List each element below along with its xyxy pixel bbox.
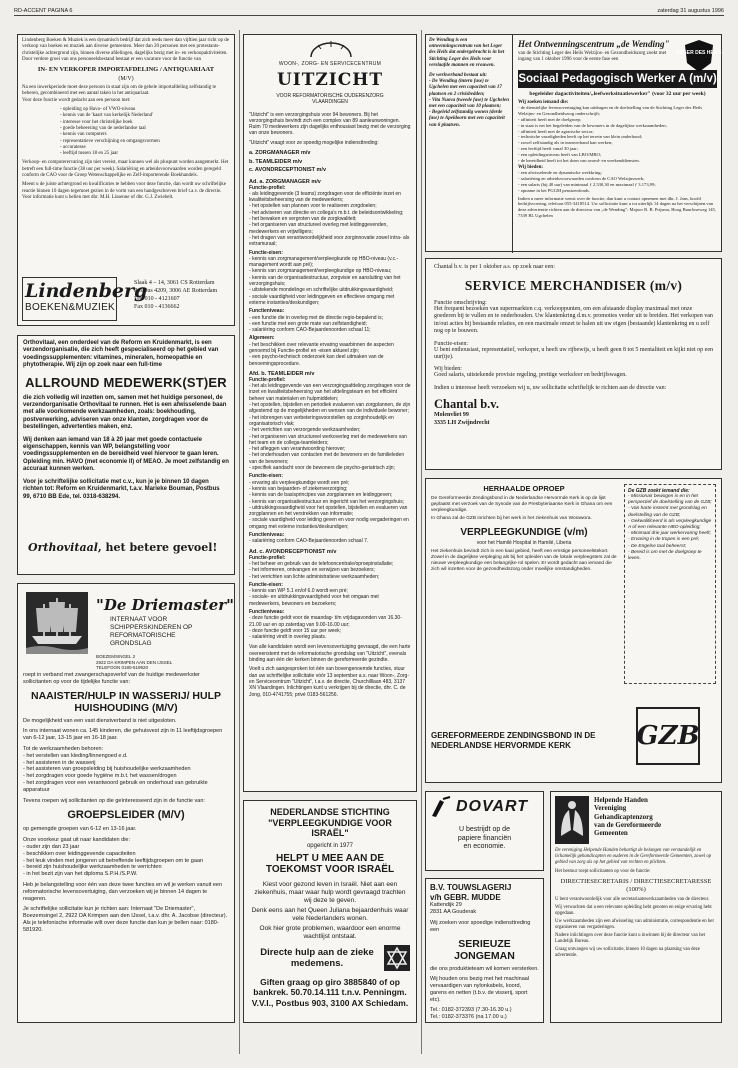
lindenberg-ad bbox=[17, 34, 235, 326]
section-head: Functie-eisen: bbox=[249, 473, 283, 480]
list-item: - het organiseren van structureel overleg met leidinggevenden, medewerkers en vrijwilligers; bbox=[249, 222, 411, 235]
helping-hands-icon bbox=[555, 796, 589, 844]
list-item: - affiniteit heeft met de doelgroep; bbox=[518, 117, 717, 123]
org-line: VLAARDINGEN bbox=[312, 99, 348, 106]
text-paragraph: Nadere inlichtingen over deze functie kunt u inwinnen bij de directeur van het Landelijk Bureau. bbox=[555, 933, 705, 944]
subtitle-line: SCHIPPERSKINDEREN OP bbox=[110, 624, 193, 631]
israel-title: NEDERLANDSE STICHTING "VERPLEEGKUNDIGE VOOR ISRAËL" bbox=[268, 807, 392, 838]
address-line: Kattendijk 29 bbox=[430, 902, 462, 908]
gzb-intro2: In Ghana zal de GZB inrichten bij het werk in het ziekenhuis van Worawora. bbox=[431, 516, 592, 521]
section-head: Functie omschrijving: bbox=[434, 300, 487, 306]
driemaster-title: NAAISTER/HULP IN WASSERIJ/ HULP HUISHOUDING (M/V) bbox=[31, 689, 221, 714]
uitzicht-b-profile bbox=[249, 383, 411, 471]
star-of-david-icon bbox=[384, 945, 410, 971]
list-item: - het opstellen van plannen voor te realiseren zorgdoelen; bbox=[249, 203, 411, 209]
section-head: Wij bieden: bbox=[518, 165, 544, 171]
list-item: - kennis van WP 5.1 en/of 6.0 wordt een pré; bbox=[249, 588, 411, 594]
lindenberg-p4: Meent u de juiste achtergrond en kwalificaties te hebben voor deze functie, dan wordt uw schriftelijke reactie binnen 10 dagen tegemoet gezien in de vorm van een handgeschreven brief t.a.v. de directie. Voor informatie kunt u bellen met dhr. M.H. Lissenne of dhr. G.J. Zwiebelt. bbox=[22, 182, 227, 200]
address-line: BOEZEMSINGEL 2 bbox=[96, 654, 136, 659]
gzb-text: Het ziekenhuis bevindt zich in een kaal gebied, heeft een ernstige personeelstekort. Zowel in de dagelijkse verpleging als bij het opleiden van de lokale verpleegsters zal de nieuwe verpleegkundige een belangrijke rol spelen. Er wordt gedacht aan iemand die zich wil inzetten voor de gezondheidszorg onder moeilijke omstandigheden. bbox=[431, 549, 617, 572]
section-head: Wij zoeken iemand die: bbox=[518, 100, 569, 106]
uitzicht-ask: "Uitzicht" vraagt voor ze spoedig mogelijke indiensttreding: bbox=[249, 139, 379, 146]
list-item: - specifiek aandacht voor de bewoners die psycho-geriatrisch zijn; bbox=[249, 465, 411, 471]
page-header bbox=[14, 8, 724, 16]
uitzicht-b-eisen bbox=[249, 480, 411, 530]
section-head: Functie-eisen: bbox=[249, 249, 283, 256]
list-item: - de dienstelijke levensovertuiging kan uitdragen en de doelstelling van de Stichting Leger des Heils Welzijns- en Gezondheidszorg onderschrijft; bbox=[518, 105, 717, 117]
gzb-job-sub: voor het Hamilé Hospital in Hamilé, Liberia bbox=[476, 540, 572, 546]
lindenberg-p1: Na een inwerkperiode moet deze persoon in staat zijn om de gehele importafdeling zelfstandig te beheren, gecombineerd met een aantal taken in het antiquariaat. bbox=[22, 85, 217, 97]
driemaster-tasks bbox=[23, 753, 229, 794]
list-item: - accuratesse bbox=[60, 145, 230, 151]
driemaster-p2: In ons internaat wonen ca. 145 kinderen, die gehuisvest zijn in 11 leeftijdsgroepen van 6-12 jaar, 13-15 jaar en 16-18 jaar. bbox=[23, 728, 223, 742]
chantal-title: SERVICE MERCHANDISER (m/v) bbox=[464, 278, 683, 293]
list-item: - een salaris (bij 40 uur) van minimaal ƒ 2.530,30 en maximaal ƒ 3.173,99; bbox=[518, 182, 717, 188]
section-head: De GZB zoekt iemand die: bbox=[628, 488, 690, 494]
section-head: Functieniveau: bbox=[249, 308, 285, 315]
touwslagerij-address bbox=[430, 902, 539, 916]
uitzicht-a-algemeen bbox=[249, 342, 411, 367]
dovart-ad bbox=[425, 791, 544, 871]
uitzicht-org bbox=[249, 93, 411, 106]
lindenberg-intro: Lindenberg Boeken & Muziek is een dynamisch bedrijf dat zich reeds meer dan vijftien jaar richt op de verkoop van boeken en muziek aan diverse gemeenten. Meer dan 20 personen met een protestants-christelijke achtergrond zijn, binnen diverse afdelingen, dagelijks bezig met in- en verkoopaktiviteiten. Door verdere groei van ons personeelsbestand bestaat er een vacature voor de functie van bbox=[22, 38, 229, 62]
list-item: - salariëring conform CAO-Bejaardenoorden schaal 11; bbox=[249, 327, 411, 333]
list-item: - Bereid is om met de doelgroep te leven. bbox=[628, 550, 712, 562]
list-item: - het zorgdragen voor goede hygiëne m.b.t. het wassen/drogen bbox=[23, 773, 229, 780]
wending-tasks bbox=[518, 105, 717, 163]
list-item: - een opleidingsniveau heeft van LBO/MBO; bbox=[518, 152, 717, 158]
list-item: - het assisteren van groepsleiding bij huishoudelijke werkzaamheden bbox=[23, 766, 229, 773]
list-item: - sociale vaardigheid voor leiding geven en voor nodig vergaderingen en omgang met externe instanties/deskundigen; bbox=[249, 517, 411, 530]
sunrise-icon bbox=[306, 39, 356, 59]
subtitle-line: INTERNAAT VOOR bbox=[110, 616, 168, 623]
orthovitaal-title: ALLROUND MEDEWERK(ST)ER bbox=[25, 374, 227, 390]
helpende-handen-ad bbox=[550, 791, 722, 1023]
address-line: Postbus 4209, 3006 AE Rotterdam bbox=[134, 288, 218, 294]
gzb-footer: GEREFORMEERDE ZENDINGSBOND IN DE NEDERLANDSE HERVORMDE KERK bbox=[431, 731, 596, 750]
section-head: Functie-profiel: bbox=[249, 184, 286, 191]
list-item: - het leuk vinden met jongeren uit betreffende leeftijdsgroepen om te gaan bbox=[23, 858, 229, 865]
driemaster-intro: roept in verband met zwangerschapsverlof van de huidige medewerkster sollicitanten op voor de tijdelijke functie van: bbox=[23, 672, 201, 685]
list-item: - kennis van de organisatiestructuur, zorgvisie en aansluiting van het verzorgingshuis; bbox=[249, 275, 411, 288]
touwslagerij-name bbox=[430, 883, 539, 902]
list-item: - kennis van zorgmanagement/verpleegkundige op HBO-niveau; bbox=[249, 268, 411, 274]
page-header-left: RD-ACCENT PAGINA 6 bbox=[14, 8, 73, 14]
list-item: - een afwisselende en dynamische werkkring; bbox=[518, 170, 717, 176]
wending-job-sub: begeleider dagactiviteiten/„leefwerksituatiewerker" (voor 32 uur per week) bbox=[529, 90, 706, 97]
list-item: - Minimaal drie jaar werkervaring heeft; bbox=[628, 531, 712, 537]
list-item: - uitdrukkingsvaardigheid voor het opstellen, bijstellen en evalueren van zorgplannen en het verstrekken van informatie; bbox=[249, 505, 411, 518]
israel-p3: Ook hier grote problemen, waardoor een enorme wachtlijst ontstaat. bbox=[259, 924, 401, 940]
touwslagerij-title bbox=[430, 938, 539, 962]
wending-sidebar bbox=[426, 35, 513, 253]
list-item: - het adviseren van directie en collega's m.b.t. de beleidsontwikkeling; bbox=[249, 210, 411, 216]
list-item: - het beschikken over relevante ervaring waarbinnen de aspecten genoemd bij Functie-profiel en -eisen aktueel zijn; bbox=[249, 342, 411, 355]
lindenberg-p2: Voor deze functie wordt gedacht aan een persoon met: bbox=[22, 97, 131, 103]
uitzicht-brand-top: WOON-, ZORG- EN SERVICECENTRUM bbox=[278, 61, 382, 67]
driemaster-p3: Tevens roepen wij sollicitanten op die geïnteresseerd zijn in de functie van: bbox=[23, 797, 205, 804]
list-item: - ouder zijn dan 23 jaar bbox=[23, 844, 229, 851]
list-item: - Van harte instemt met grondslag en doelstelling van de GZB; bbox=[628, 506, 712, 518]
uitzicht-a-head: Ad. a. ZORGMANAGER m/v bbox=[249, 178, 321, 185]
driemaster-tasks-head: Tot de werkzaamheden behoren: bbox=[23, 745, 104, 752]
address-line: Molenvliet 99 bbox=[434, 412, 469, 419]
israel-headline: HELPT U MEE AAN DE TOEKOMST VOOR ISRAËL bbox=[265, 852, 395, 875]
name-line: v/h GEBR. MUDDE bbox=[430, 892, 501, 902]
org-line: Gemeenten bbox=[594, 829, 628, 838]
orthovitaal-logo-row bbox=[28, 538, 217, 556]
wending-offer bbox=[518, 170, 717, 193]
list-item: - sociale- en uitdrukkingsvaardigheid voor het omgaan met medewerkers, bewoners en bezoekers; bbox=[249, 594, 411, 607]
lindenberg-address bbox=[134, 279, 217, 311]
list-item: - deze functie geldt voor 15 uur per week; bbox=[249, 628, 411, 634]
list-item: - representatieve verschijning en omgangsvormen bbox=[60, 139, 230, 145]
salvation-army-badge-icon bbox=[676, 39, 722, 73]
org-line: Helpende Handen bbox=[594, 796, 648, 804]
list-item: - het als leidinggevende van een verzorgingsafdeling zorgdragen voor de inzet en kwaliteitsbeheersing van het afdelingsteam en het efficiënt beheer van materialen en hulpmiddelen; bbox=[249, 383, 411, 402]
list-item: - als leidinggevende (3 teams) zorgdragen voor de efficiënte inzet en kwaliteitsbeheersing van de medewerkers; bbox=[249, 191, 411, 204]
lindenberg-logo bbox=[22, 277, 148, 321]
uitzicht-c-head: Ad. c. AVONDRECEPTIONIST m/v bbox=[249, 548, 337, 555]
section-head: Functieniveau: bbox=[249, 532, 285, 539]
contact-line: Tel.: 0182-372393 (7.30-16.30 u.) bbox=[430, 1007, 512, 1013]
chantal-ad bbox=[425, 258, 722, 470]
contact-line: Tel.: 0182-373376 (na 17.00 u.) bbox=[430, 1014, 507, 1020]
helpende-org bbox=[594, 796, 661, 844]
list-item: - De Wending (intern fase) te Ugchelen met een capaciteit van 17 plaatsen en 2 crisisbedden; bbox=[429, 79, 509, 98]
org-line: Gehandicaptenzorg bbox=[594, 812, 653, 821]
list-item: - technische vaardigheden heeft op het terrein van klein onderhoud; bbox=[518, 134, 717, 140]
list-item: - interesse voor het christelijke boek bbox=[60, 120, 230, 126]
lindenberg-mv: (M/V) bbox=[118, 76, 134, 83]
uitzicht-b-head: Afd. b. TEAMLEIDER m/v bbox=[249, 370, 315, 377]
gzb-ad bbox=[425, 478, 722, 783]
orthovitaal-intro: Orthovitaal, een onderdeel van de Reform en Kruidenmarkt, is een verzendorganisatie, die zich heeft gespecialiseerd op het gebied van voedingssupplementen: vitamines, mineralen, homeopathie en phytotherapie. Wij zijn op zoek naar een full-time bbox=[23, 340, 219, 369]
pen-nib-icon bbox=[430, 796, 452, 818]
orthovitaal-p3: Voor je schriftelijke sollicitatie met c.v., kun je je binnen 10 dagen richten tot: Reform en Kruidenmarkt, t.a.v. Marieke Bouman, Postbus 99, 6710 BB Ede, tel. 0318-638294. bbox=[23, 478, 220, 500]
dovart-logo: DOVART bbox=[456, 798, 529, 815]
list-item: - het afleggen van verantwoording hierover; bbox=[249, 446, 411, 452]
list-item: - het beheer en gebruik van de telefooncentrale/oproepinstallatie; bbox=[249, 561, 411, 567]
gzb-job: VERPLEEGKUNDIGE (v/m) bbox=[460, 527, 588, 538]
list-item: - De Engelse taal beheerst; bbox=[628, 544, 712, 550]
chantal-intro: Chantal b.v. is per 1 oktober a.s. op zoek naar een: bbox=[434, 264, 555, 270]
driemaster-p6: Je schriftelijke sollicitatie kun je richten aan: Internaat "De Driemaster", Boezemsingel 2, 2922 DA Krimpen aan den IJssel, t.a.v. dhr. A. Jacobse (directeur). Als je telefonische informatie wilt over deze functie dan kun je bellen naar: 0180-581920. bbox=[23, 906, 228, 933]
list-item: - kennis van organisatiestructuur en ingericht van het verzorgingshuis; bbox=[249, 499, 411, 505]
driemaster-p1: De mogelijkheid van een vast dienstverband is niet uitgesloten. bbox=[23, 717, 177, 724]
org-line: VOOR REFORMATORISCHE OUDERENZORG bbox=[276, 93, 384, 99]
orthovitaal-ad bbox=[17, 335, 235, 575]
wending-sidebar-sub: De werkverband bestaat uit: bbox=[429, 73, 487, 79]
uitzicht-c-profile bbox=[249, 561, 411, 580]
lindenberg-requirements bbox=[22, 107, 230, 157]
list-item: - het verrichten van lichte administratieve werkzaamheden; bbox=[249, 574, 411, 580]
list-item: - goede beheersing van de nederlandse taal bbox=[60, 126, 230, 132]
list-item: - Missionair bewogen is en in het perspectief de doelstelling van de GZB; bbox=[628, 494, 712, 506]
org-line: Vereniging bbox=[594, 804, 627, 813]
helpende-p1: Het bestuur roept sollicitanten op voor de functie: bbox=[555, 869, 651, 874]
list-item: - opname in het PGGM pensioenfonds. bbox=[518, 188, 717, 194]
wending-title-sub: van de Stichting Leger des Heils Welzijns- en Gezondheidszorg zoekt met ingang van 1 oktober 1996 voor de eerste fase een bbox=[518, 51, 667, 63]
list-item: - sociale vaardigheid voor leidinggeven en effectieve omgang met externe instanties/deskundigen; bbox=[249, 294, 411, 307]
israel-p2: Denk eens aan het Queen Juliana bejaardenhuis waar vele Nederlanders wonen. bbox=[251, 906, 409, 922]
list-item: - uitstekende mondelinge en schriftelijke uitdrukkingsvaardigheid; bbox=[249, 287, 411, 293]
touwslagerij-contact bbox=[430, 1007, 539, 1021]
org-line: van de Gereformeerde bbox=[594, 820, 662, 829]
address-line: Slaak 4 – 14, 3061 CS Rotterdam bbox=[134, 280, 215, 286]
touwslagerij-p2: Wij houden ons bezig met het machinaal vervaardigen van nylonkabels, koord, garens en netten (t.b.v. de visserij, sport etc). bbox=[430, 976, 530, 1003]
driemaster-p4: op gemengde groepen van 6-12 en 13-16 jaar. bbox=[23, 826, 137, 833]
list-item: - een leeftijd heeft vanaf 30 jaar; bbox=[518, 146, 717, 152]
section-head: Functie-profiel: bbox=[249, 376, 286, 383]
list-item: - het dragen van verantwoordelijkheid voor zorginnovatie zowel intra- als extramuraal; bbox=[249, 235, 411, 248]
uitzicht-close1: Van alle kandidaten wordt een levensovertuiging gevraagd, die een harte overeenstemt met de reformatorische grondslag van "Uitzicht", evenals binding aan één der kerken binnen de gereformeerde gezindte. bbox=[249, 644, 411, 664]
title-line: SERIEUZE bbox=[458, 938, 511, 950]
gzb-requirements-list bbox=[628, 494, 712, 562]
orthovitaal-slogan: , het betere gevoel! bbox=[97, 541, 218, 554]
list-item: - een functie die in overleg met de directie regio-bepalend is; bbox=[249, 315, 411, 321]
driemaster-ad bbox=[17, 583, 235, 1023]
uitzicht-a-eisen bbox=[249, 256, 411, 306]
list-item: - ervaring als verpleegkundige wordt een pré; bbox=[249, 480, 411, 486]
list-item: - salariëring en arbeidsvoorwaarden conform de CAO Welzijnswerk; bbox=[518, 176, 717, 182]
lindenberg-logo-name: Lindenberg bbox=[25, 280, 148, 302]
wending-title: Het Ontwenningscentrum „de Wending" bbox=[518, 39, 670, 49]
list-item: - salariëring vindt in overleg plaats. bbox=[249, 634, 411, 640]
chantal-address bbox=[434, 412, 713, 427]
list-item: - in het bezit zijn van het diploma S.P.H./S.P.W. bbox=[23, 871, 229, 878]
driemaster-title2: GROEPSLEIDER (M/V) bbox=[67, 809, 185, 822]
uitzicht-intro: "Uitzicht" is een verzorgingshuis voor 94 bewoners. Bij het verzorgingshuis bevindt zich een complex van 89 aanleunwoningen. Ruim 70 medewerkers zijn dagelijks enthousiast bezig met de verzorging van onze bewoners. bbox=[249, 111, 411, 137]
role-item: a. ZORGMANAGER m/v bbox=[249, 150, 311, 157]
lindenberg-p3: Verkoop- en computerervaring zijn niet vereist, maar kunnen wel als pluspunt worden aangemerkt. Het betreft een full-time functie (38 uur per week). Salariëring en arbeidsvoorwaarden worden geregeld conform de CAO voor de Groep Wetenschappelijke en Zelf-importerende Boekhandels. bbox=[22, 160, 229, 179]
section-head: Functie-eisen: bbox=[434, 340, 468, 347]
list-item: - het onderhouden van contacten met de bewoners en de familieleden van de bewoners; bbox=[249, 452, 411, 465]
uitzicht-roles bbox=[249, 149, 411, 175]
wending-closing: Indien u meer informatie wenst over de functie, dan kunt u contact opnemen met dhr. J. Jans, hoofd bedrijfsvoering, telefoon 055-3418514. Uw sollicitatie kunt u tot uiterlijk 14 dagen na het verschijnen van deze advertentie richten aan de directeur van „de Wending": Majoor R. B. Prijsma, Hoog Buurloseweg 145, 7339 BL Ugchelen bbox=[518, 195, 716, 218]
list-item: - het informeren, ontvangen en verwijzen van bezoekers; bbox=[249, 567, 411, 573]
text-paragraph: Wij verwachten dat u een relevante opleiding hebt genoten en enige ervaring hebt opgedaan. bbox=[555, 905, 712, 916]
address-line: 3335 LH Zwijndrecht bbox=[434, 419, 490, 426]
wending-sidebar-title: De Wending is een ontwenningscentrum van het Leger des Heils dat ondergebracht is in het Stichting Leger des Heils voor verslaafde mannen en vrouwen. bbox=[429, 38, 505, 68]
list-item: - Gekwalificeerd is als verpleegkundige A of een relevante HBO-opleiding; bbox=[628, 519, 712, 531]
touwslagerij-p1: die ons produktieteam wil komen versterken. bbox=[430, 966, 539, 972]
address-line: 2831 AA Gouderak bbox=[430, 909, 477, 915]
chantal-p3: Goed salaris, uitstekende provisie regeling, prettige werksfeer en bedrijfswagen. bbox=[434, 372, 627, 379]
uitzicht-a-niveau bbox=[249, 315, 411, 334]
list-item: - het opstellen, bijstellen en periodiek evalueren van zorgplannen, de zijn afgestemd op de mogelijkheden en wensen van de individuele bewoner; bbox=[249, 402, 411, 415]
list-item: - kennis van zorgmanagement/verpleegkunde op HBO-niveau (v.c.-management wordt aan pré); bbox=[249, 256, 411, 269]
list-item: - Begeleid zelfstandig wonen (derde fase) te Apeldoorn met een capaciteit van 6 plaatsen. bbox=[429, 110, 509, 129]
list-item: - het zorgdragen voor een verantwoord gebruik en onderhoud van gebruikte apparatuur bbox=[23, 780, 229, 794]
list-item: - opleiding op Havo- of VWO-niveau bbox=[60, 107, 230, 113]
israel-ad bbox=[243, 800, 417, 1023]
text-paragraph: Uw werkzaamheden zijn een afwisseling van administratie, correspondentie en het organiseren van vergaderingen. bbox=[555, 919, 714, 930]
israel-since: opgericht in 1977 bbox=[306, 842, 354, 849]
role-item: c. AVONDRECEPTIONIST m/v bbox=[249, 167, 327, 174]
list-item: - salariëring conform CAO-Bejaardenoorden schaal 7. bbox=[249, 538, 411, 544]
list-item: - het organiseren van structureel werkoverleg met de medewerkers van het team en de collega-teamleiders; bbox=[249, 434, 411, 447]
list-item: - in staat is net het begeleiden van de bewoners in de dagelijkse werkzaamheden; bbox=[518, 123, 717, 129]
list-item: - het bewaken en vergroten van de zorgkwaliteit; bbox=[249, 216, 411, 222]
list-item: - kennis van de basisprincipes van zorgplannen en leidinggeven; bbox=[249, 492, 411, 498]
gzb-logo: GZB bbox=[636, 707, 700, 765]
list-item: - beschikken over leidinggevende capaciteiten bbox=[23, 851, 229, 858]
list-item: - een functie met een grote mate van zelfstandigheid; bbox=[249, 321, 411, 327]
uitzicht-c-niveau bbox=[249, 615, 411, 640]
list-item: - Vita Nuova (tweede fase) te Ugchelen met een capaciteit van 10 plaatsen; bbox=[429, 98, 509, 110]
list-item: - zowel zelfstandig als in teamverband kan werken; bbox=[518, 140, 717, 146]
uitzicht-b-niveau bbox=[249, 538, 411, 544]
chantal-p1: Het frequent bezoeken van supermarkten c.q. verkooppunten, om een afstaande display maximaal met onze goederen bij te vullen en te onderhouden. Uw klantenkring d.m.v. promoties verder uit te breiden. Het verkopen van in/out acties bij bestaande relaties, en een maximale omzet te halen uit uw eigen (bestaande) klantenkring en u zelf nog op te bouwen. bbox=[434, 306, 713, 335]
gzb-title: HERHAALDE OPROEP bbox=[483, 484, 565, 493]
list-item: - het assisteren in de wasserij bbox=[23, 760, 229, 767]
list-item: - kennis van de 'kaart van kerkelijk Nederland' bbox=[60, 113, 230, 119]
driemaster-p5: Heb je belangstelling voor één van deze twee functies en wil je werken vanuit een reformatorische levensovertuiging, dan verzoeken wij je binnen 14 dagen te reageren. bbox=[23, 881, 223, 902]
wending-sidebar-list bbox=[429, 79, 509, 129]
list-item: - Ervaring in de tropen is een pré; bbox=[628, 537, 712, 543]
gzb-intro: De Gereformeerde Zendingsbond in de Nederlandse Hervormde Kerk is op de lijst geplaatst met verzoek van de Synode van de Presbyteriaanse Kerk in Ghana om een verpleegkundige. bbox=[431, 496, 613, 513]
text-paragraph: U bent verantwoordelijk voor alle secretariaatswerkzaamheden van de directeur. bbox=[555, 897, 710, 902]
section-head: Functieniveau: bbox=[249, 608, 285, 615]
list-item: - affiniteit heeft met de agrarische sector; bbox=[518, 129, 717, 135]
list-item: - het inbrengen van verbeteringsvoorstellen op zorginhoudelijk en organisatorisch vlak; bbox=[249, 415, 411, 428]
uitzicht-logo: UITZICHT bbox=[276, 70, 384, 90]
driemaster-candidates bbox=[23, 844, 229, 878]
uitzicht-ad bbox=[243, 34, 417, 792]
text-paragraph: Graag ontvangen wij uw sollicitatie, binnen 10 dagen na plaatsing van deze advertentie. bbox=[555, 947, 700, 958]
orthovitaal-p1: die zich volledig wil inzetten om, samen met het huidige personeel, de verzendorganisatie Orthovitaal te runnen. Het is een afwisselende baan met alle voorkomende werkzaamheden, zoals: boekhouding, postverwerking, adviseren van onze klanten, zorgdragen voor de bestellingen, advertenties maken, enz. bbox=[23, 394, 227, 431]
helpende-job: DIRECTIESECRETARIS / DIRECTIESECRETARESSE (100%) bbox=[560, 878, 712, 893]
wending-ad bbox=[425, 34, 722, 252]
helpende-text bbox=[555, 897, 717, 959]
text-line: U bestrijdt op de bbox=[459, 826, 510, 833]
section-head: Algemeen: bbox=[249, 335, 275, 342]
driemaster-cand-head: Onze voorkeur gaat uit naar kandidaten die: bbox=[23, 837, 131, 844]
title-line: JONGEMAN bbox=[454, 950, 515, 962]
touwslagerij-ad bbox=[425, 878, 544, 1023]
lindenberg-title: IN- EN VERKOPER IMPORTAFDELING / ANTIQUARIAAT bbox=[37, 66, 215, 74]
role-item: b. TEAMLEIDER m/v bbox=[249, 158, 303, 165]
driemaster-subtitle bbox=[110, 616, 192, 648]
text-line: en economie. bbox=[463, 843, 506, 850]
israel-p1: Kiest voor gezond leven in Israël. Niet aan een ziekenhuis, maar waar hulp wordt gevraagd trachten wij deze te geven. bbox=[254, 880, 406, 904]
subtitle-line: REFORMATORISCHE bbox=[110, 632, 176, 639]
list-item: - leeftijd tussen 18 en 25 jaar bbox=[60, 151, 230, 157]
address-line: 2922 DA KRIMPEN AAN DEN IJSSEL bbox=[96, 659, 173, 665]
subtitle-line: GRONDSLAG bbox=[110, 640, 152, 647]
uitzicht-c-eisen bbox=[249, 588, 411, 607]
list-item: - deze functie geldt voor de maandag- t/m vrijdagavonden van 16.30-21.00 uur en op zaterdag van 9.00-16.00 uur; bbox=[249, 615, 411, 628]
list-item: - het verrichten van verzorgende werkzaamheden; bbox=[249, 427, 411, 433]
list-item: - een psycho-technisch onderzoek kan deel uitmaken van de benoemingsprocedure. bbox=[249, 354, 411, 367]
address-line: TELEFOON 0180-519920 bbox=[96, 665, 149, 670]
israel-gifts: Giften graag op giro 3885840 of op bankrek. 50.70.14.111 t.n.v. Penningm. V.V.I., Postbus 903, 3100 AX Schiedam. bbox=[251, 976, 409, 1008]
uitzicht-close2: Voelt u zich aangesproken tot één van bovengenoemde functies, stuur dan uw schriftelijke sollicitatie vóór 13 september a.s. naar Woon-, Zorg- en Servicecentrum "Uitzicht", t.a.v. de directie, Churchilllaan 483, 3137 XN Vlaardingen. Inlichtingen kunt u verkrijgen bij de directie, dhr. C. de Jong, 010-4741755; privé 0183-561256. bbox=[249, 666, 409, 698]
ship-icon bbox=[26, 592, 88, 654]
address-line: Fax 010 - 4136662 bbox=[134, 304, 180, 310]
orthovitaal-p2: Wij denken aan iemand van 18 à 20 jaar met goede contactuele eigenschappen, kennis van WP, belangstelling voor voedingssupplementen en de bereidheid veel hiervoor te gaan leren. Opleiding min. HAVO (met economie II) of MEAO. Je moet zelfstandig en accuraat kunnen werken. bbox=[23, 436, 229, 473]
chantal-company: Chantal b.v. bbox=[434, 397, 499, 412]
driemaster-address bbox=[96, 654, 172, 671]
lindenberg-logo-sub: BOEKEN&MUZIEK bbox=[25, 302, 116, 313]
list-item: - kennis van bejaarden- of ziekenverzorging; bbox=[249, 486, 411, 492]
text-line: papiere financiën bbox=[457, 834, 512, 842]
section-head: Functie-profiel: bbox=[249, 554, 286, 561]
uitzicht-a-profile bbox=[249, 191, 411, 248]
list-item: - het verstellen van kleding/linnengoed e.d. bbox=[23, 753, 229, 760]
page-header-right: zaterdag 31 augustus 1996 bbox=[657, 8, 724, 14]
helpende-intro: De vereniging Helpende Handen behartigt de belangen van verstandelijk en lichamelijk gehandicapten en ouderen in de Gereformeerde Gemeenten, zowel op gebied van zorg als op het gebied van rechten en plichten. bbox=[555, 848, 712, 865]
wending-job: Sociaal Pedagogisch Werker A (m/v) bbox=[518, 70, 717, 88]
orthovitaal-logo: Orthovitaal bbox=[28, 541, 98, 554]
gzb-requirements bbox=[624, 484, 716, 684]
badge-text: LEGER DES HEILS bbox=[676, 50, 722, 56]
name-line: B.V. TOUWSLAGERIJ bbox=[430, 883, 512, 892]
list-item: - kennis van computers bbox=[60, 132, 230, 138]
driemaster-logo: "De Driemaster" bbox=[96, 596, 234, 614]
list-item: - bereid zijn huishoudelijke werkzaamheden te verrichten bbox=[23, 864, 229, 871]
touwslagerij-intro: Wij zoeken voor spoedige indiensttreding een bbox=[430, 920, 531, 933]
chantal-p2: U bent enthousiast, representatief, verkoper, u heeft uw rijbewijs, u heeft geen 8 tot 5 mentaliteit en kijkt niet op een uur(tje). bbox=[434, 346, 714, 361]
dovart-text bbox=[430, 826, 539, 852]
chantal-p4: Indien u interesse heeft verzoeken wij u, uw sollicitatie schriftelijk te richten aan de directie van: bbox=[434, 384, 667, 391]
israel-cta: Directe hulp aan de zieke medemens. bbox=[260, 946, 374, 969]
section-head: Wij bieden: bbox=[434, 366, 462, 373]
section-head: Functie-eisen: bbox=[249, 581, 283, 588]
list-item: - de bereidheid heeft tot het doen van avond- en weekenddiensten. bbox=[518, 158, 717, 164]
address-line: Tel. 010 - 4121607 bbox=[134, 296, 180, 302]
